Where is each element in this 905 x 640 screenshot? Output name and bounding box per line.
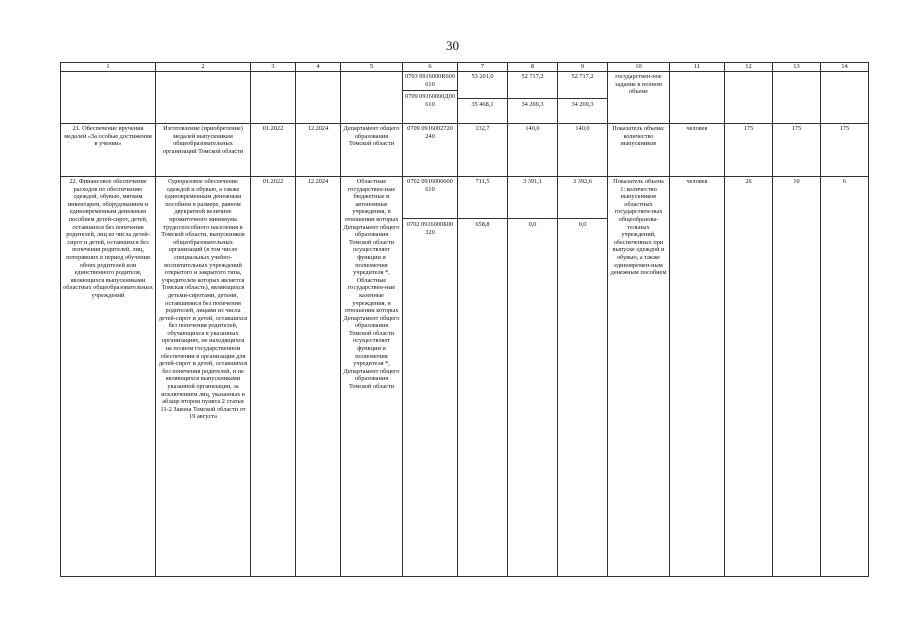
measure-name-cell: 21. Обеспечение вручения медалей «За особые достижения в учении» <box>61 124 156 177</box>
table-cell <box>773 72 821 124</box>
amount-cell: 140,0 <box>508 124 558 177</box>
budget-code: 0702 0916000600 610 <box>407 178 453 193</box>
budget-code: 0703 0916000R600 610 <box>405 73 455 88</box>
header-cell: 8 <box>508 63 558 72</box>
table-row <box>61 177 869 577</box>
header-cell: 1 <box>61 63 156 72</box>
amount: 0,0 <box>508 218 557 229</box>
amount: 3 392,6 <box>573 178 592 185</box>
table-cell <box>821 72 869 124</box>
header-cell: 12 <box>725 63 773 72</box>
table-cell <box>341 72 403 124</box>
amount-cell <box>508 72 558 124</box>
page-number: 30 <box>446 38 459 53</box>
unit-cell: человек <box>670 177 725 577</box>
table-row <box>61 124 869 177</box>
table-cell <box>670 72 725 124</box>
amount: 658,8 <box>458 218 507 229</box>
table-cell <box>725 72 773 124</box>
value-cell: 6 <box>821 177 869 577</box>
header-cell: 10 <box>608 63 670 72</box>
program-table <box>60 62 869 577</box>
table-cell <box>296 72 341 124</box>
table-row <box>61 72 869 124</box>
end-date-cell: 12.2024 <box>296 124 341 177</box>
unit-cell: человек <box>670 124 725 177</box>
table-cell <box>251 72 296 124</box>
value-cell: 175 <box>773 124 821 177</box>
measure-content-cell: Изготовление (приобретение) медалей выпускникам общеобразовательных организаций Томской области <box>156 124 251 177</box>
value-cell: 175 <box>821 124 869 177</box>
header-cell: 9 <box>558 63 608 72</box>
indicator-cell: государствен-ное задание в полном объеме <box>608 72 670 124</box>
amount-cell <box>558 72 608 124</box>
measure-name-cell: 22. Финансовое обеспечение расходов по обеспечению одеждой, обувью, мягким инвентарем, оборудованием и единовременным денежным пособием детей-сирот, детей, оставшихся без попечения родителей, лиц из числа детей-сирот и детей, оставшихся без попечения родителей, лиц, потерявших в период обучения обоих родителей или единственного родителя, являющихся выпускниками областных общеобразовательных учреждений <box>61 177 156 577</box>
header-cell: 2 <box>156 63 251 72</box>
start-date-cell: 01.2022 <box>251 124 296 177</box>
amount-cell <box>458 177 508 577</box>
budget-code-cell <box>403 72 458 124</box>
budget-code: 0702 0916000Б00 320 <box>403 218 457 236</box>
header-cell: 14 <box>821 63 869 72</box>
budget-code: 0709 09160000Д00 610 <box>403 90 457 108</box>
budget-code-cell: 0709 0916002720 240 <box>403 124 458 177</box>
amount: 34 269,3 <box>558 98 607 109</box>
header-cell: 7 <box>458 63 508 72</box>
executor-cell: Департамент общего образования Томской области <box>341 124 403 177</box>
end-date-cell: 12.2024 <box>296 177 341 577</box>
value-cell: 175 <box>725 124 773 177</box>
amount: 711,5 <box>475 178 490 185</box>
executor-cell: Областные государствен-ные бюджетные и автономные учреждения, в отношении которых Департамент общего образования Томской области осуществляет функции и полномочия учредителя *, Областные государствен-ные казенные учреждения, в отношении которых Департамент общего образования Томской области осуществляет функции и полномочия учредителя *, Департамент общего образования Томской области <box>341 177 403 577</box>
header-cell: 4 <box>296 63 341 72</box>
amount-cell: 140,0 <box>558 124 608 177</box>
header-cell: 11 <box>670 63 725 72</box>
start-date-cell: 01.2022 <box>251 177 296 577</box>
header-row <box>61 63 869 72</box>
amount: 34 269,3 <box>508 98 557 109</box>
header-cell: 6 <box>403 63 458 72</box>
amount-cell <box>508 177 558 577</box>
amount: 53 201,0 <box>471 73 494 80</box>
amount: 35 468,1 <box>458 98 507 109</box>
measure-content-cell: Одноразовое обеспечение одеждой и обувью, а также единовременным денежным пособием в размере, равном двукратной величине прожиточного минимума трудоспособного населения в Томской области, выпускников общеобразовательных организаций (в том числе специальных учебно-воспитательных учреждений открытого и закрытого типа, учредителем которых является Томская область), являющихся детьми-сиротами, детьми, оставшимися без попечения родителей, лицами из числа детей-сирот и детей, оставшихся без попечения родителей, обучающихся в указанных организациях, не находящихся на полном государственном обеспечении в организации для детей-сирот и детей, оставшихся без попечения родителей, и не являющихся выпускниками указанной организации, за исключением лиц, указанных в абзаце втором пункта 2 статьи 11-2 Закона Томской области от 19 августа <box>156 177 251 577</box>
header-cell: 3 <box>251 63 296 72</box>
indicator-cell: Показатель объема 1: количество выпускников областных государствен-ных общеобразова-тельных учреждений, обеспеченных при выпуске одеждой и обувью, а также единовремен-ным денежным пособием <box>608 177 670 577</box>
amount: 3 391,1 <box>523 178 542 185</box>
amount: 52 717,2 <box>521 73 544 80</box>
header-cell: 13 <box>773 63 821 72</box>
table-cell <box>156 72 251 124</box>
amount: 52 717,2 <box>571 73 594 80</box>
amount-cell <box>558 177 608 577</box>
amount-cell <box>458 72 508 124</box>
amount: 0,0 <box>558 218 607 229</box>
value-cell: 26 <box>725 177 773 577</box>
header-cell: 5 <box>341 63 403 72</box>
amount-cell: 132,7 <box>458 124 508 177</box>
indicator-cell: Показатель объема: количество выпускников <box>608 124 670 177</box>
value-cell: 10 <box>773 177 821 577</box>
table-cell <box>61 72 156 124</box>
budget-code-cell <box>403 177 458 577</box>
